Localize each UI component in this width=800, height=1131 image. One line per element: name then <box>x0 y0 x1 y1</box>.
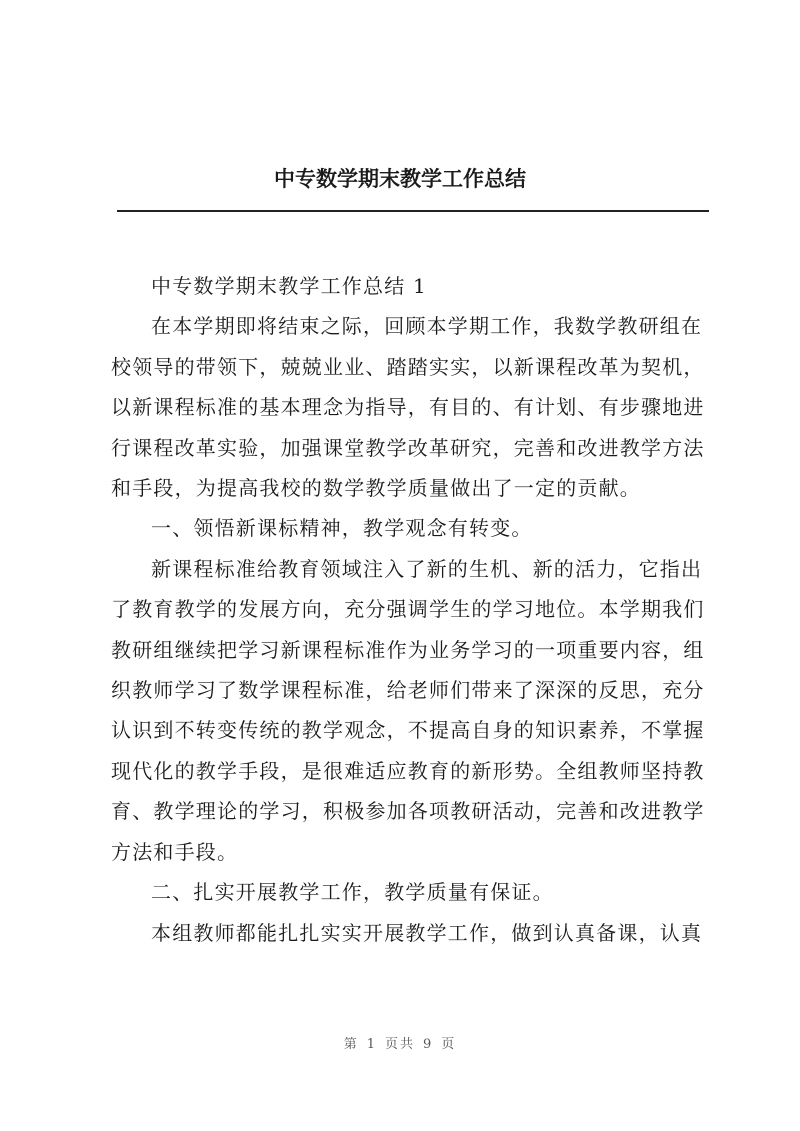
footer-suffix: 页 <box>441 1037 457 1052</box>
text-line: 本组教师都能扎扎实实开展教学工作，做到认真备课，认真 <box>151 920 703 945</box>
text-line: 织教师学习了数学课程标准，给老师们带来了深深的反思，充分 <box>111 678 705 703</box>
text-line: 育、教学理论的学习，积极参加各项教研活动，完善和改进教学 <box>111 799 705 824</box>
text-line: 在本学期即将结束之际，回顾本学期工作，我数学教研组在 <box>151 314 703 339</box>
footer-prefix: 第 <box>343 1037 359 1052</box>
page-title: 中专数学期末教学工作总结 <box>274 166 526 191</box>
text-line: 二、扎实开展教学工作，教学质量有保证。 <box>151 880 554 905</box>
text-line: 了教育教学的发展方向，充分强调学生的学习地位。本学期我们 <box>111 597 705 622</box>
text-line: 方法和手段。 <box>111 839 239 864</box>
text-line: 中专数学期末教学工作总结 1 <box>151 274 427 298</box>
title-underline <box>117 210 709 212</box>
text-line: 以新课程标准的基本理念为指导，有目的、有计划、有步骤地进 <box>111 395 705 420</box>
text-line: 现代化的教学手段，是很难适应教育的新形势。全组教师坚持教 <box>111 758 705 783</box>
footer-page-number: 1 <box>366 1037 377 1052</box>
text-line: 教研组继续把学习新课程标准作为业务学习的一项重要内容，组 <box>111 637 705 662</box>
footer-middle: 页共 <box>384 1037 415 1052</box>
text-line: 行课程改革实验，加强课堂教学改革研究，完善和改进教学方法 <box>111 435 705 460</box>
text-line: 校领导的带领下，兢兢业业、踏踏实实，以新课程改革为契机， <box>111 354 705 379</box>
footer-total-pages: 9 <box>423 1037 434 1052</box>
text-line: 和手段，为提高我校的数学教学质量做出了一定的贡献。 <box>111 476 641 501</box>
text-line: 新课程标准给教育领域注入了新的生机、新的活力，它指出 <box>151 556 703 581</box>
document-body <box>111 266 711 953</box>
page-footer <box>0 1033 800 1052</box>
text-line: 一、领悟新课标精神，教学观念有转变。 <box>151 516 533 541</box>
text-line: 认识到不转变传统的教学观念，不提高自身的知识素养，不掌握 <box>111 718 705 743</box>
